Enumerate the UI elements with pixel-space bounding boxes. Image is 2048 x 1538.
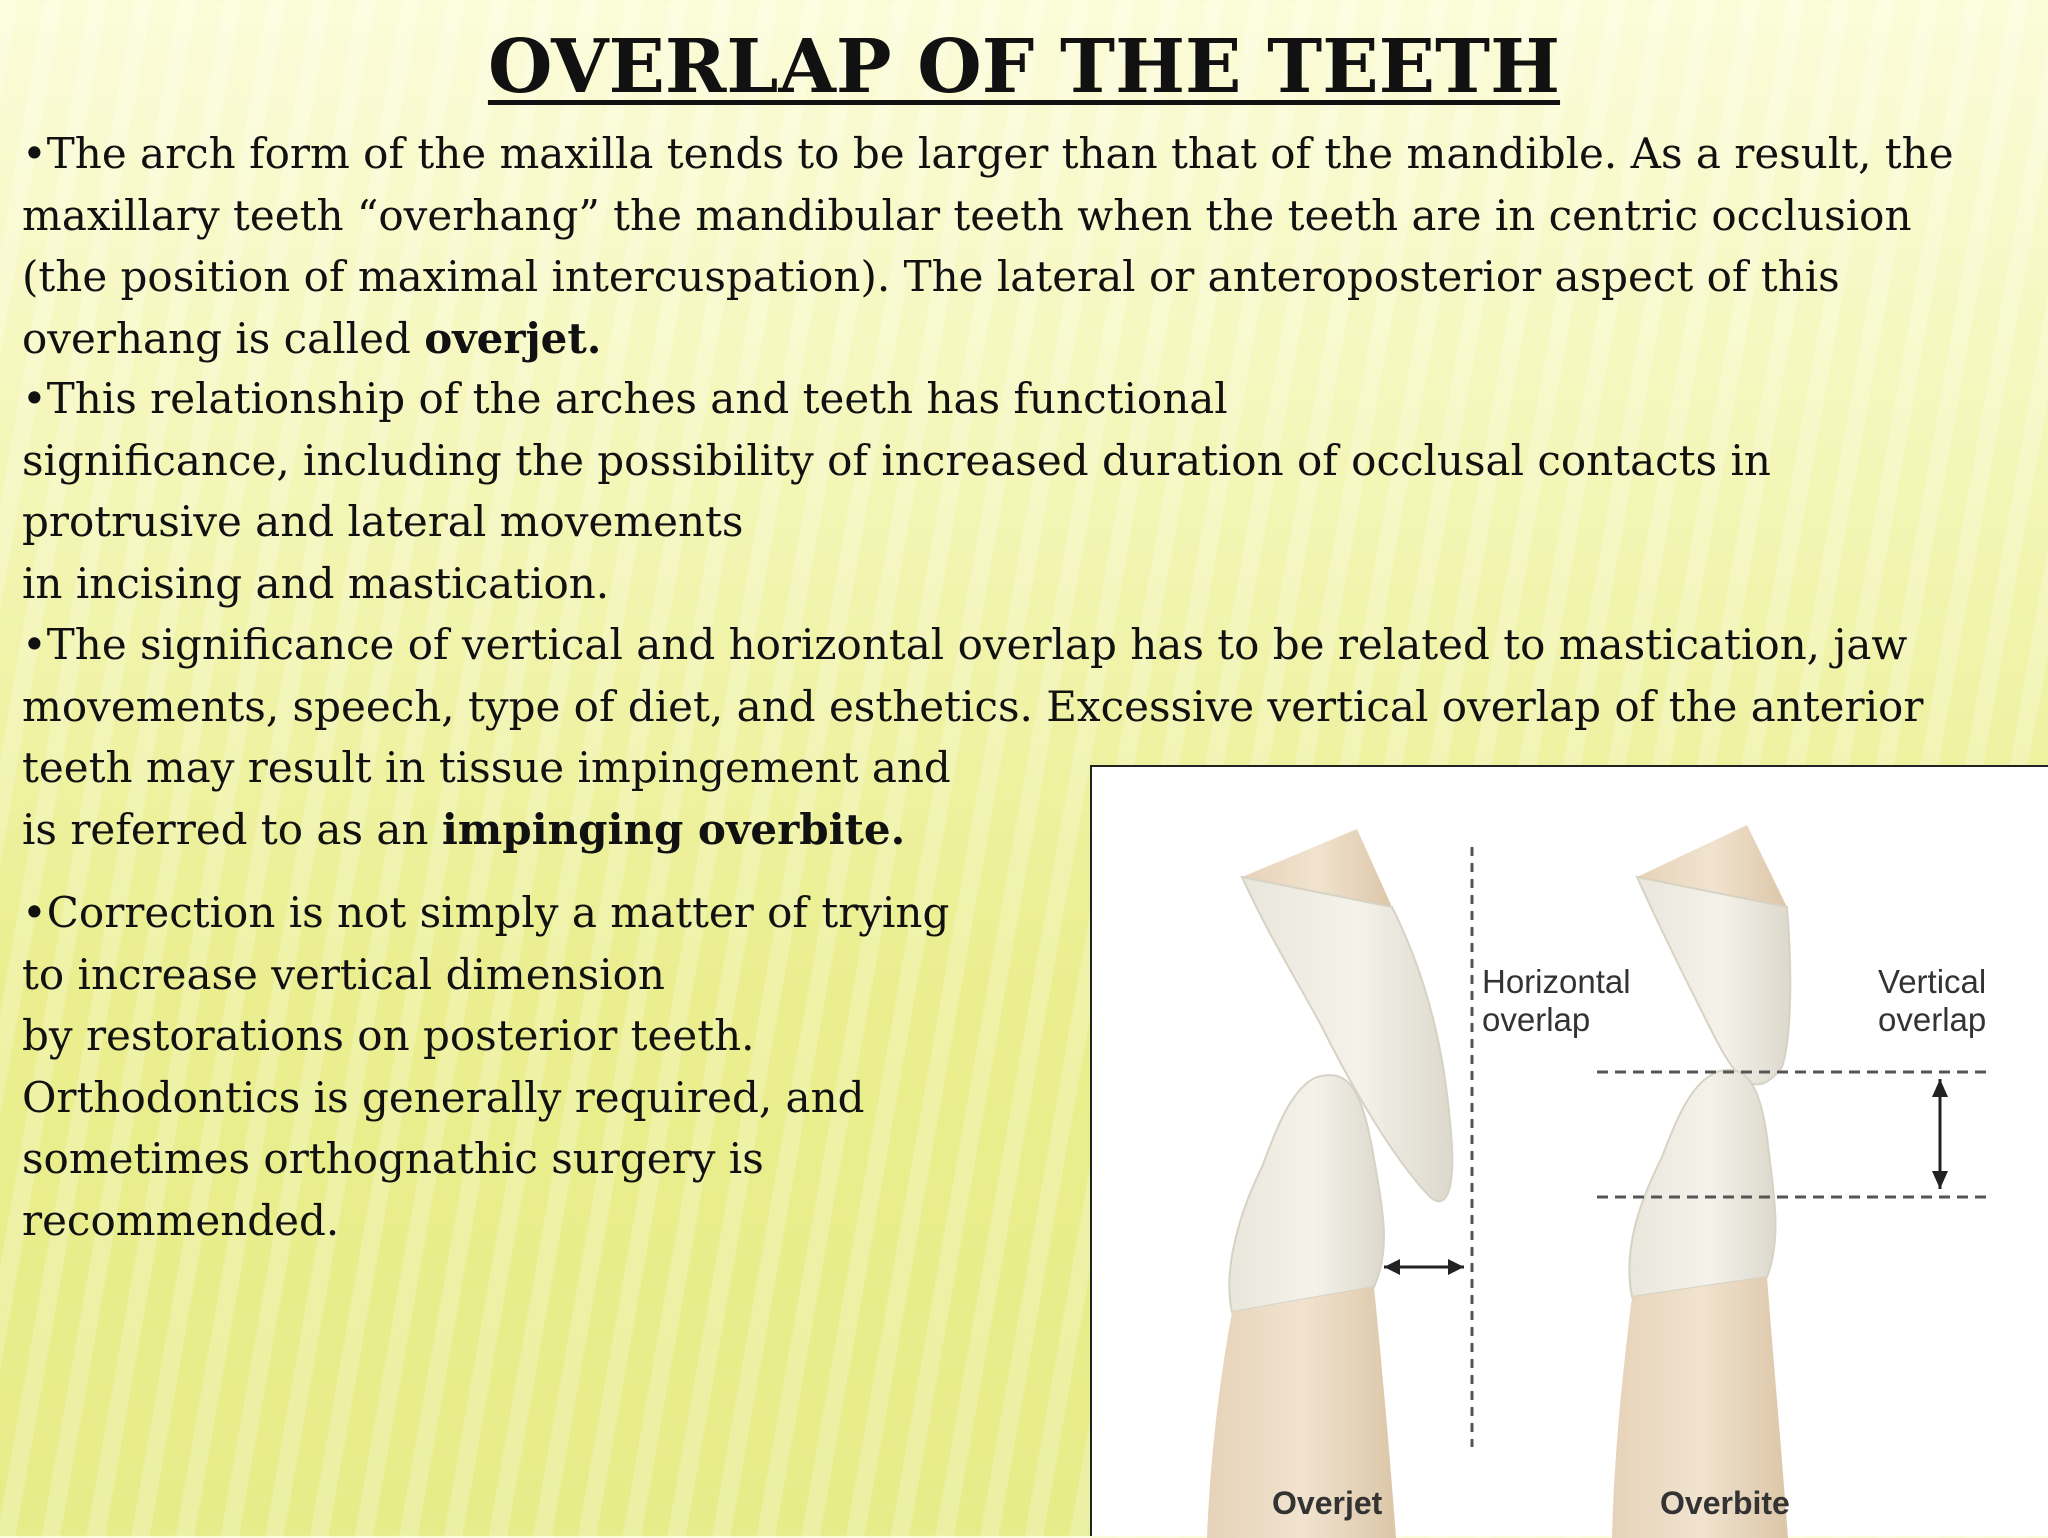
text-line: maxillary teeth “overhang” the mandibular teeth when the teeth are in centric occlusion: [22, 190, 1912, 240]
label-line: Vertical: [1878, 963, 1987, 1000]
paragraph-overjet: [22, 123, 1954, 369]
text-line: to increase vertical dimension: [22, 949, 665, 999]
paragraph-correction: [22, 882, 949, 1251]
horizontal-overlap-label: [1482, 963, 1631, 1039]
bold-term-overjet: overjet.: [424, 313, 602, 363]
text-line: significance, including the possibility of increased duration of occlusal contacts in: [22, 435, 1771, 485]
text-line: •Correction is not simply a matter of trying: [22, 888, 950, 937]
teeth-diagram: [1092, 767, 2048, 1538]
overlap-illustration: [1090, 765, 2048, 1536]
text-line: Orthodontics is generally required, and: [22, 1072, 865, 1122]
text-line: recommended.: [22, 1195, 340, 1245]
text-line: movements, speech, type of diet, and esthetics. Excessive vertical overlap of the anterior: [22, 681, 1924, 731]
text-line: •This relationship of the arches and teeth has functional: [22, 374, 1228, 423]
bold-term-impinging-overbite: impinging overbite.: [441, 804, 906, 854]
upper-incisor-crown-right: [1637, 877, 1790, 1084]
text-line: teeth may result in tissue impingement and: [22, 743, 951, 792]
vertical-overlap-label: [1878, 963, 1986, 1039]
text-fragment: overhang is called: [22, 313, 425, 363]
text-line: [22, 308, 1954, 370]
label-line: overlap: [1878, 1001, 1987, 1038]
slide-title-text: OVERLAP OF THE TEETH: [487, 24, 1561, 110]
text-line: in incising and mastication.: [22, 558, 610, 608]
paragraph-functional-significance: [22, 368, 1771, 614]
horizontal-overlap-arrow: [1384, 1259, 1464, 1275]
vertical-overlap-arrow: [1932, 1079, 1948, 1189]
text-line: •The arch form of the maxilla tends to be larger than that of the mandible. As a result, the: [22, 129, 1954, 178]
text-line: sometimes orthognathic surgery is: [22, 1134, 764, 1183]
text-line: protrusive and lateral movements: [22, 497, 744, 546]
label-line: Horizontal: [1482, 963, 1631, 1000]
lower-incisor-crown-right: [1629, 1070, 1775, 1297]
overjet-caption: Overjet: [1272, 1485, 1383, 1521]
lower-incisor-crown-left: [1229, 1075, 1384, 1312]
text-fragment: is referred to as an: [22, 804, 442, 854]
overbite-teeth: [1612, 825, 1790, 1538]
slide-title: [0, 22, 2048, 112]
overjet-teeth: [1207, 829, 1452, 1538]
text-line: •The significance of vertical and horizontal overlap has to be related to mastication, jaw: [22, 620, 1908, 669]
label-line: overlap: [1482, 1001, 1591, 1038]
text-line: (the position of maximal intercuspation). The lateral or anteroposterior aspect of this: [22, 252, 1840, 301]
text-line: by restorations on posterior teeth.: [22, 1011, 755, 1060]
overbite-caption: Overbite: [1660, 1485, 1790, 1521]
